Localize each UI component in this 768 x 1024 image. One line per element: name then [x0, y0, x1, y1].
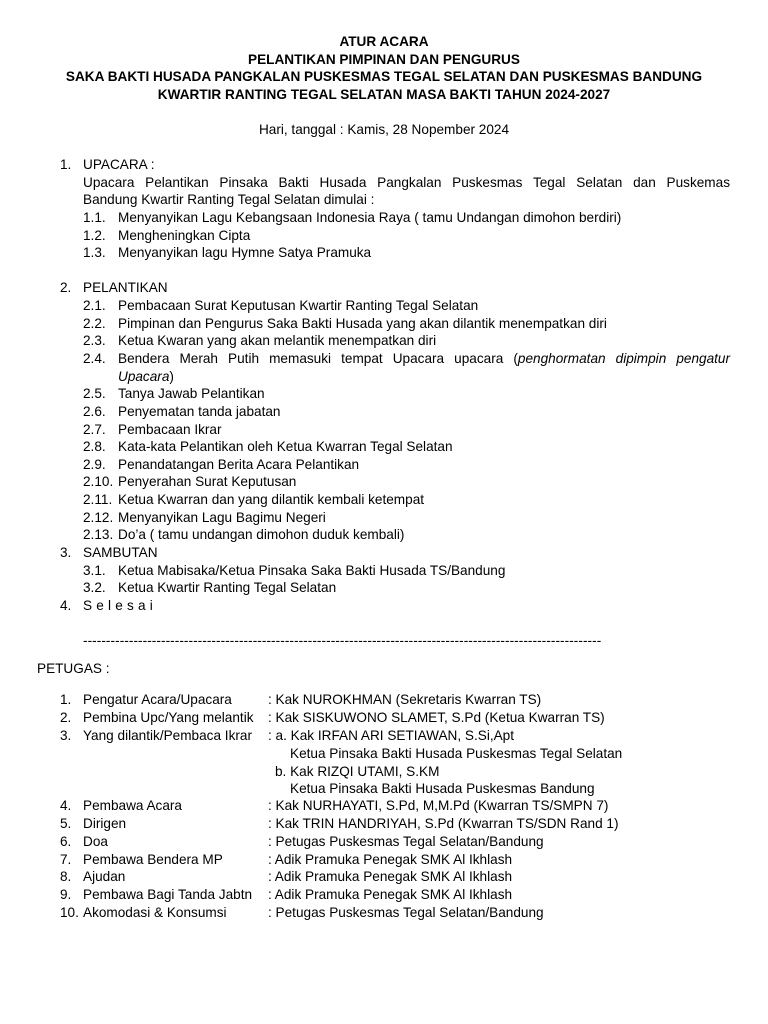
item-number: 2.2. [83, 316, 106, 331]
petugas-value: : Adik Pramuka Penegak SMK Al Ikhlash [268, 852, 513, 867]
agenda-item-italic: penghormatan dipimpin pengatur [517, 351, 730, 366]
petugas-role: Pembawa Bendera MP [83, 852, 223, 867]
petugas-number: 10. [60, 905, 79, 920]
section-title: PELANTIKAN [83, 280, 168, 295]
item-number: 2.3. [83, 333, 106, 348]
agenda-item-italic: Upacara [118, 369, 170, 384]
item-number: 3.2. [83, 580, 106, 595]
item-number: 2.5. [83, 386, 106, 401]
agenda-item: Ketua Kwartir Ranting Tegal Selatan [118, 580, 337, 595]
petugas-number: 4. [60, 798, 72, 813]
agenda-item: Pembacaan Ikrar [118, 422, 222, 437]
petugas-value: : Petugas Puskesmas Tegal Selatan/Bandung [268, 905, 544, 920]
petugas-value: : Adik Pramuka Penegak SMK Al Ikhlash [268, 869, 513, 884]
section-intro: Bandung Kwartir Ranting Tegal Selatan dimulai : [83, 192, 375, 207]
agenda-item: Pembacaan Surat Keputusan Kwartir Ranting Tegal Selatan [118, 298, 479, 313]
agenda-item: Penyerahan Surat Keputusan [118, 474, 297, 489]
petugas-value: : Adik Pramuka Penegak SMK Al Ikhlash [268, 887, 513, 902]
agenda-item: Ketua Kwarran dan yang dilantik kembali ketempat [118, 492, 425, 507]
petugas-value-detail: Ketua Pinsaka Bakti Husada Puskesmas Bandung [290, 781, 595, 796]
section-number: 4. [60, 598, 72, 613]
petugas-number: 5. [60, 816, 72, 831]
agenda-item: Penandatangan Berita Acara Pelantikan [118, 457, 360, 472]
item-number: 2.10. [83, 474, 114, 489]
doc-subtitle-org: SAKA BAKTI HUSADA PANGKALAN PUSKESMAS TEGAL SELATAN DAN PUSKESMAS BANDUNG [65, 69, 703, 84]
petugas-role: Pengatur Acara/Upacara [83, 692, 232, 707]
section-intro: Upacara Pelantikan Pinsaka Bakti Husada Pangkalan Puskesmas Tegal Selatan dan Puskemas [83, 175, 730, 190]
petugas-role: Pembina Upc/Yang melantik [83, 710, 254, 725]
doc-subtitle-period: KWARTIR RANTING TEGAL SELATAN MASA BAKTI TAHUN 2024-2027 [157, 87, 611, 102]
item-number: 1.2. [83, 228, 106, 243]
agenda-item: Do’a ( tamu undangan dimohon duduk kembali) [118, 527, 405, 542]
petugas-role: Pembawa Acara [83, 798, 182, 813]
petugas-role: Dirigen [83, 816, 127, 831]
petugas-value: : a. Kak IRFAN ARI SETIAWAN, S.Si,Apt [268, 728, 515, 743]
petugas-value: : Kak NURHAYATI, S.Pd, M,M.Pd (Kwarran TS/SMPN 7) [268, 798, 609, 813]
petugas-heading: PETUGAS : [37, 661, 110, 676]
agenda-item: Mengheningkan Cipta [118, 228, 251, 243]
agenda-item: Menyanyikan Lagu Kebangsaan Indonesia Raya ( tamu Undangan dimohon berdiri) [118, 210, 622, 225]
date-line: Hari, tanggal : Kamis, 28 Nopember 2024 [258, 122, 510, 137]
agenda-item: Kata-kata Pelantikan oleh Ketua Kwarran Tegal Selatan [118, 439, 453, 454]
petugas-number: 7. [60, 852, 72, 867]
petugas-value: : Petugas Puskesmas Tegal Selatan/Bandung [268, 834, 544, 849]
petugas-role: Pembawa Bagi Tanda Jabtn [83, 887, 253, 902]
item-number: 3.1. [83, 563, 106, 578]
petugas-number: 2. [60, 710, 72, 725]
section-title: SAMBUTAN [83, 545, 158, 560]
petugas-role: Doa [83, 834, 108, 849]
agenda-item [118, 350, 730, 367]
agenda-item-text: Bendera Merah Putih memasuki tempat Upacara upacara ( [118, 351, 518, 366]
section-number: 3. [60, 545, 72, 560]
petugas-value: : Kak TRIN HANDRIYAH, S.Pd (Kwarran TS/SDN Rand 1) [268, 816, 619, 831]
doc-title: ATUR ACARA [339, 34, 429, 49]
petugas-value-detail: b. Kak RIZQI UTAMI, S.KM [275, 764, 440, 779]
petugas-value: : Kak NUROKHMAN (Sekretaris Kwarran TS) [268, 692, 542, 707]
section-title: UPACARA : [83, 157, 155, 172]
agenda-item: Penyematan tanda jabatan [118, 404, 281, 419]
item-number: 2.8. [83, 439, 106, 454]
petugas-number: 1. [60, 692, 72, 707]
agenda-item: Ketua Mabisaka/Ketua Pinsaka Saka Bakti Husada TS/Bandung [118, 563, 506, 578]
item-number: 2.4. [83, 351, 106, 366]
section-number: 2. [60, 280, 72, 295]
item-number: 2.13. [83, 527, 114, 542]
agenda-item: Menyanyikan Lagu Bagimu Negeri [118, 510, 326, 525]
item-number: 2.7. [83, 422, 106, 437]
petugas-number: 9. [60, 887, 72, 902]
petugas-number: 6. [60, 834, 72, 849]
section-title: Selesai [83, 598, 157, 613]
petugas-role: Akomodasi & Konsumsi [83, 905, 227, 920]
dashed-divider: ----------------------------------------------------------------------------------------------------------------- [83, 633, 602, 648]
item-number: 1.1. [83, 210, 106, 225]
agenda-item-close: ) [169, 369, 174, 384]
agenda-item: Tanya Jawab Pelantikan [118, 386, 265, 401]
item-number: 2.6. [83, 404, 106, 419]
item-number: 2.1. [83, 298, 106, 313]
agenda-item: Menyanyikan lagu Hymne Satya Pramuka [118, 245, 372, 260]
agenda-item-continuation [118, 368, 174, 385]
agenda-item: Ketua Kwaran yang akan melantik menempatkan diri [118, 333, 437, 348]
petugas-role: Ajudan [83, 869, 126, 884]
petugas-number: 3. [60, 728, 72, 743]
petugas-role: Yang dilantik/Pembaca Ikrar [83, 728, 252, 743]
doc-subtitle: PELANTIKAN PIMPINAN DAN PENGURUS [248, 52, 520, 67]
petugas-number: 8. [60, 869, 72, 884]
petugas-value: : Kak SISKUWONO SLAMET, S.Pd (Ketua Kwarran TS) [268, 710, 605, 725]
item-number: 2.12. [83, 510, 114, 525]
item-number: 2.9. [83, 457, 106, 472]
item-number: 1.3. [83, 245, 106, 260]
item-number: 2.11. [83, 492, 113, 507]
section-number: 1. [60, 157, 72, 172]
petugas-value-detail: Ketua Pinsaka Bakti Husada Puskesmas Tegal Selatan [290, 746, 623, 761]
agenda-item: Pimpinan dan Pengurus Saka Bakti Husada yang akan dilantik menempatkan diri [118, 316, 607, 331]
